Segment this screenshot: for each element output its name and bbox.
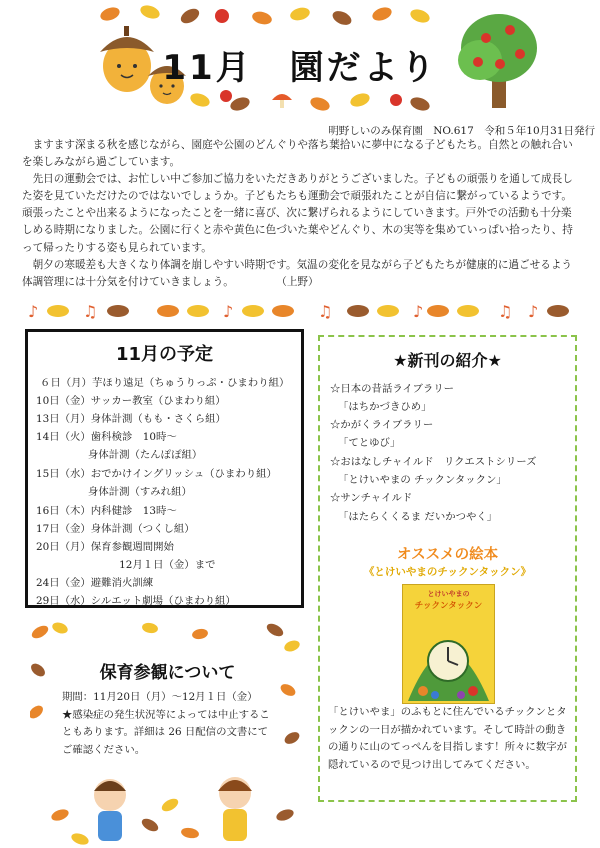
apple-tree-icon xyxy=(458,14,537,108)
recommend-title: オススメの絵本 xyxy=(396,547,499,563)
book-title: 「はたらくくるま だいかつやく」 xyxy=(338,511,498,523)
schedule-item: 29日（水）シルエット劇場（ひまわり組） xyxy=(36,595,236,607)
book-title: 「てとゆび」 xyxy=(338,437,401,449)
observation-body xyxy=(62,689,277,759)
mushroom-icon xyxy=(272,94,292,108)
svg-text:♫: ♫ xyxy=(498,302,513,321)
svg-text:♪: ♪ xyxy=(223,302,234,321)
svg-text:♪: ♪ xyxy=(528,302,539,321)
schedule-item: 13日（月）身体計測（もも・さくら組） xyxy=(36,413,226,425)
new-books-title: ★新刊の紹介★ xyxy=(393,351,502,370)
intro-paragraph: 先日の運動会では、お忙しい中ご参加ご協力をいただきありがとうございました。子どもの頑張りを通して成長した姿を見ていただけたのではないでしょうか。子どもたちも運動会で頑張れたことが自信に繋がっているようです。頑張ったことや出来るようになったことを一緒に喜び、次に繋げられるようにしていきます。戸外での活動も十分楽しめる時期になりました。公園に行くと赤や黄色に色づいた葉やどんぐり、木の実等を集めていっぱい拾ったり、持って帰ったりする姿も見られています。 xyxy=(22,173,573,254)
schedule-item: 身体計測（たんぽぽ組） xyxy=(36,449,203,461)
intro-paragraph: ますます深まる秋を感じながら、園庭や公園のどんぐりや落ち葉拾いに夢中になる子どもたち。自然との触れ合いを楽しみながら過ごしています。 xyxy=(22,139,573,169)
book-cover-title-main: チックンタックン xyxy=(414,601,483,611)
child-icon xyxy=(94,779,126,841)
child-icon xyxy=(218,777,252,841)
schedule-item: 17日（金）身体計測（つくし組） xyxy=(36,523,195,535)
observation-period: 期間：11月20日（月）～12月１日（金） xyxy=(62,691,258,703)
schedule-box xyxy=(25,329,304,608)
schedule-item: 12月１日（金）まで xyxy=(36,559,216,571)
issue-line: 明野しいのみ保育園 NO.617 令和５年10月31日発行 xyxy=(328,125,595,137)
svg-text:♪: ♪ xyxy=(28,302,39,321)
book-title: 「はちかづきひめ」 xyxy=(338,401,432,413)
schedule-item: ６日（月）芋ほり遠足（ちゅうりっぷ・ひまわり組） xyxy=(40,377,290,389)
book-series: ☆かがくライブラリー xyxy=(330,419,434,431)
schedule-item: 身体計測（すみれ組） xyxy=(36,486,192,498)
leaf-icon xyxy=(50,796,295,847)
schedule-item: 10日（金）サッカー教室（ひまわり組） xyxy=(36,395,226,407)
book-series: ☆おはなしチャイルド リクエストシリーズ xyxy=(330,456,537,468)
clock-mountain-icon xyxy=(403,613,494,703)
recommend-subtitle: 《とけいやまのチックンタックン》 xyxy=(363,566,532,578)
observation-title: 保育参観について xyxy=(99,663,236,683)
leaf-divider xyxy=(18,300,588,322)
schedule-item: 14日（火）歯科検診 10時～ xyxy=(36,431,177,443)
svg-text:♫: ♫ xyxy=(83,302,98,321)
svg-text:♫: ♫ xyxy=(318,302,333,321)
page-title: 11月 園だより xyxy=(162,48,438,88)
svg-text:♪: ♪ xyxy=(413,302,424,321)
children-leaves-illustration xyxy=(40,755,310,848)
schedule-item: 16日（木）内科健診 13時～ xyxy=(36,505,177,517)
new-books-box xyxy=(318,335,577,802)
book-cover-image xyxy=(402,584,495,704)
book-cover-title-top: とけいやまの xyxy=(427,590,470,598)
book-series: ☆サンチャイルド xyxy=(330,492,413,504)
book-series: ☆日本の昔話ライブラリー xyxy=(330,383,455,395)
schedule-item: 20日（月）保育参観週間開始 xyxy=(36,541,174,553)
schedule-item: 24日（金）避難消火訓練 xyxy=(36,577,154,589)
intro-paragraph: 朝夕の寒暖差も大きくなり体調を崩しやすい時期です。気温の変化を見ながら子どもたちが健康的に過ごせるよう体調管理には十分気を付けていきましょう。 （上野） xyxy=(22,258,573,288)
leaf-icon xyxy=(47,305,569,317)
schedule-title: 11月の予定 xyxy=(115,344,214,365)
book-title: 「とけいやまの チックンタックン」 xyxy=(338,474,507,486)
schedule-item: 15日（水）おでかけイングリッシュ（ひまわり組） xyxy=(36,468,277,480)
acorn-icon xyxy=(100,26,154,92)
intro-text xyxy=(22,137,580,291)
recommend-description: 「とけいやま」のふもとに住んでいるチックンとタックンの一日が描かれています。そして時計の動きの通りに山のてっぺんを目指します！所々に数字が隠れているので見つけ出してみてください。 xyxy=(328,706,567,771)
observation-note: ★感染症の発生状況等によっては中止することもあります。詳細は 26 日配信の文書にてご確認ください。 xyxy=(62,708,270,756)
